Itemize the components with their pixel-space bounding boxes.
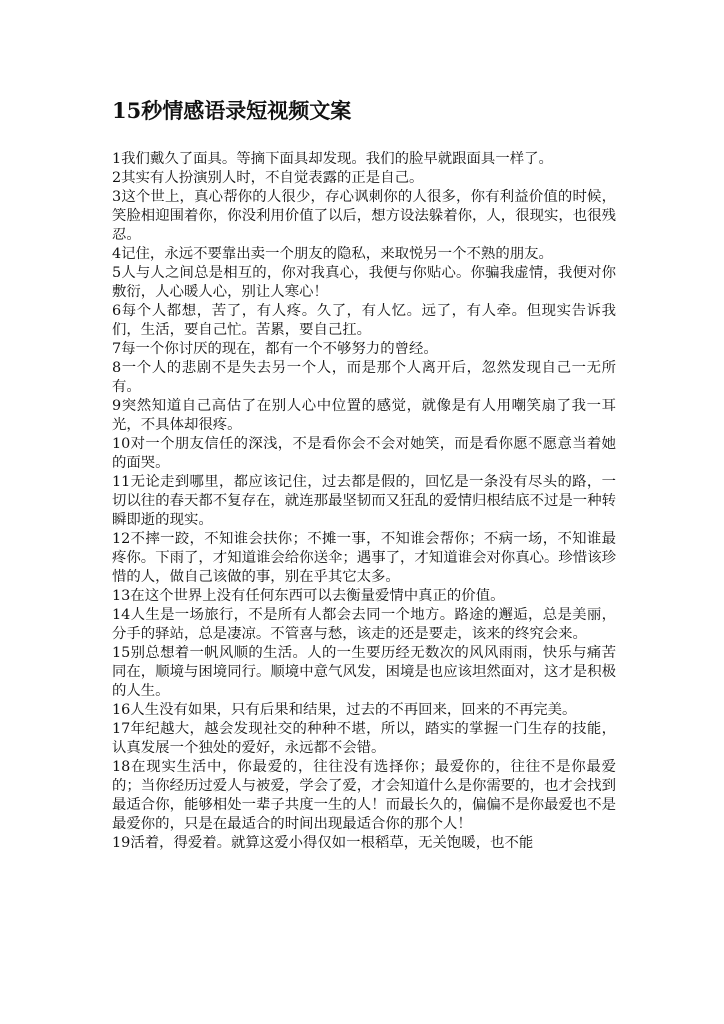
list-item: 2其实有人扮演别人时，不自觉表露的正是自己。	[112, 170, 424, 186]
entry-list	[112, 150, 616, 853]
list-item: 3这个世上，真心帮你的人很少，存心讽刺你的人很多，你有利益价值的时候，笑脸相迎围着你，你没利用价值了以后，想方设法躲着你，人，很现实，也很残忍。	[112, 189, 616, 243]
list-item: 19活着，得爱着。就算这爱小得仅如一根稻草，无关饱暖，也不能	[112, 835, 534, 851]
list-item: 7每一个你讨厌的现在，都有一个不够努力的曾经。	[112, 341, 438, 357]
list-item: 4记住，永远不要靠出卖一个朋友的隐私，来取悦另一个不熟的朋友。	[112, 246, 553, 262]
document-page	[112, 96, 616, 853]
list-item: 18在现实生活中，你最爱的，往往没有选择你；最爱你的，往往不是你最爱的；当你经历过爱人与被爱，学会了爱，才会知道什么是你需要的，也才会找到最适合你，能够相处一辈子共度一生的人！而最长久的，偏偏不是你最爱也不是最爱你的，只是在最适合的时间出现最适合你的那个人！	[112, 759, 616, 832]
list-item: 6每个人都想，苦了，有人疼。久了，有人忆。远了，有人牵。但现实告诉我们，生活，要自己忙。苦累，要自己扛。	[112, 303, 616, 338]
list-item: 16人生没有如果，只有后果和结果，过去的不再回来，回来的不再完美。	[112, 702, 577, 718]
document-title: 15秒情感语录短视频文案	[112, 98, 352, 123]
list-item: 8一个人的悲剧不是失去另一个人，而是那个人离开后，忽然发现自己一无所有。	[112, 360, 616, 395]
list-item: 10对一个朋友信任的深浅，不是看你会不会对她笑，而是看你愿不愿意当着她的面哭。	[112, 436, 616, 471]
list-item: 5人与人之间总是相互的，你对我真心，我便与你贴心。你骗我虚情，我便对你敷衍，人心暖人心，别让人寒心！	[112, 265, 616, 300]
list-item: 17年纪越大，越会发现社交的种种不堪，所以，踏实的掌握一门生存的技能，认真发展一个独处的爱好，永远都不会错。	[112, 721, 616, 756]
list-item: 1我们戴久了面具。等摘下面具却发现。我们的脸早就跟面具一样了。	[112, 151, 553, 167]
list-item: 12不摔一跤，不知谁会扶你；不摊一事，不知谁会帮你；不病一场，不知谁最疼你。下雨了，才知道谁会给你送伞；遇事了，才知道谁会对你真心。珍惜该珍惜的人，做自己该做的事，别在乎其它太多。	[112, 531, 616, 585]
list-item: 15别总想着一帆风顺的生活。人的一生要历经无数次的风风雨雨，快乐与痛苦同在，顺境与困境同行。顺境中意气风发，困境是也应该坦然面对，这才是积极的人生。	[112, 645, 616, 699]
list-item: 13在这个世界上没有任何东西可以去衡量爱情中真正的价值。	[112, 588, 505, 604]
list-item: 11无论走到哪里，都应该记住，过去都是假的，回忆是一条没有尽头的路，一切以往的春天都不复存在，就连那最坚韧而又狂乱的爱情归根结底不过是一种转瞬即逝的现实。	[112, 474, 616, 528]
list-item: 9突然知道自己高估了在别人心中位置的感觉，就像是有人用嘲笑扇了我一耳光，不具体却很疼。	[112, 398, 616, 433]
list-item: 14人生是一场旅行，不是所有人都会去同一个地方。路途的邂逅，总是美丽，分手的驿站，总是凄凉。不管喜与愁，该走的还是要走，该来的终究会来。	[112, 607, 616, 642]
